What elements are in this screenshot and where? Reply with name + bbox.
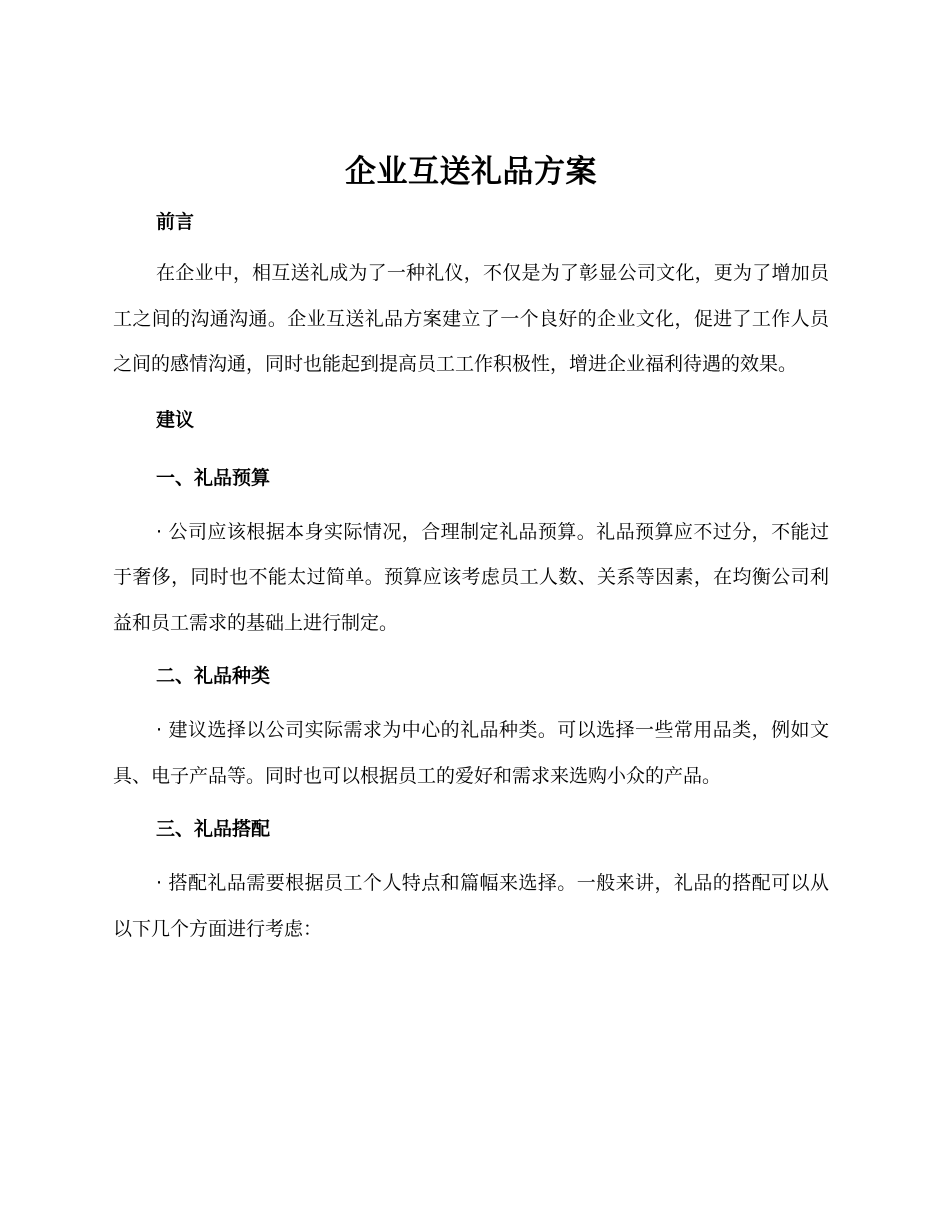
section-paragraph-types: · 建议选择以公司实际需求为中心的礼品种类。可以选择一些常用品类，例如文具、电子产品等。同时也可以根据员工的爱好和需求来选购小众的产品。 [113, 719, 829, 787]
section-heading-budget: 一、礼品预算 [156, 466, 271, 489]
section-heading-types: 二、礼品种类 [156, 665, 271, 687]
section-heading-matching: 三、礼品搭配 [156, 818, 271, 840]
preface-heading: 前言 [156, 211, 195, 233]
section-paragraph-budget: · 公司应该根据本身实际情况，合理制定礼品预算。礼品预算应不过分，不能过于奢侈，同时也不能太过简单。预算应该考虑员工人数、关系等因素，在均衡公司利益和员工需求的基础上进行制定。 [113, 520, 829, 634]
suggestions-heading: 建议 [156, 408, 195, 431]
preface-paragraph: 在企业中，相互送礼成为了一种礼仪，不仅是为了彰显公司文化，更为了增加员工之间的沟通沟通。企业互送礼品方案建立了一个良好的企业文化，促进了工作人员之间的感情沟通，同时也能起到提高员工工作积极性，增进企业福利待遇的效果。 [113, 262, 829, 375]
document-title: 企业互送礼品方案 [345, 154, 597, 190]
section-paragraph-matching: · 搭配礼品需要根据员工个人特点和篇幅来选择。一般来讲，礼品的搭配可以从以下几个方面进行考虑： [113, 872, 829, 940]
document-page [113, 150, 829, 952]
